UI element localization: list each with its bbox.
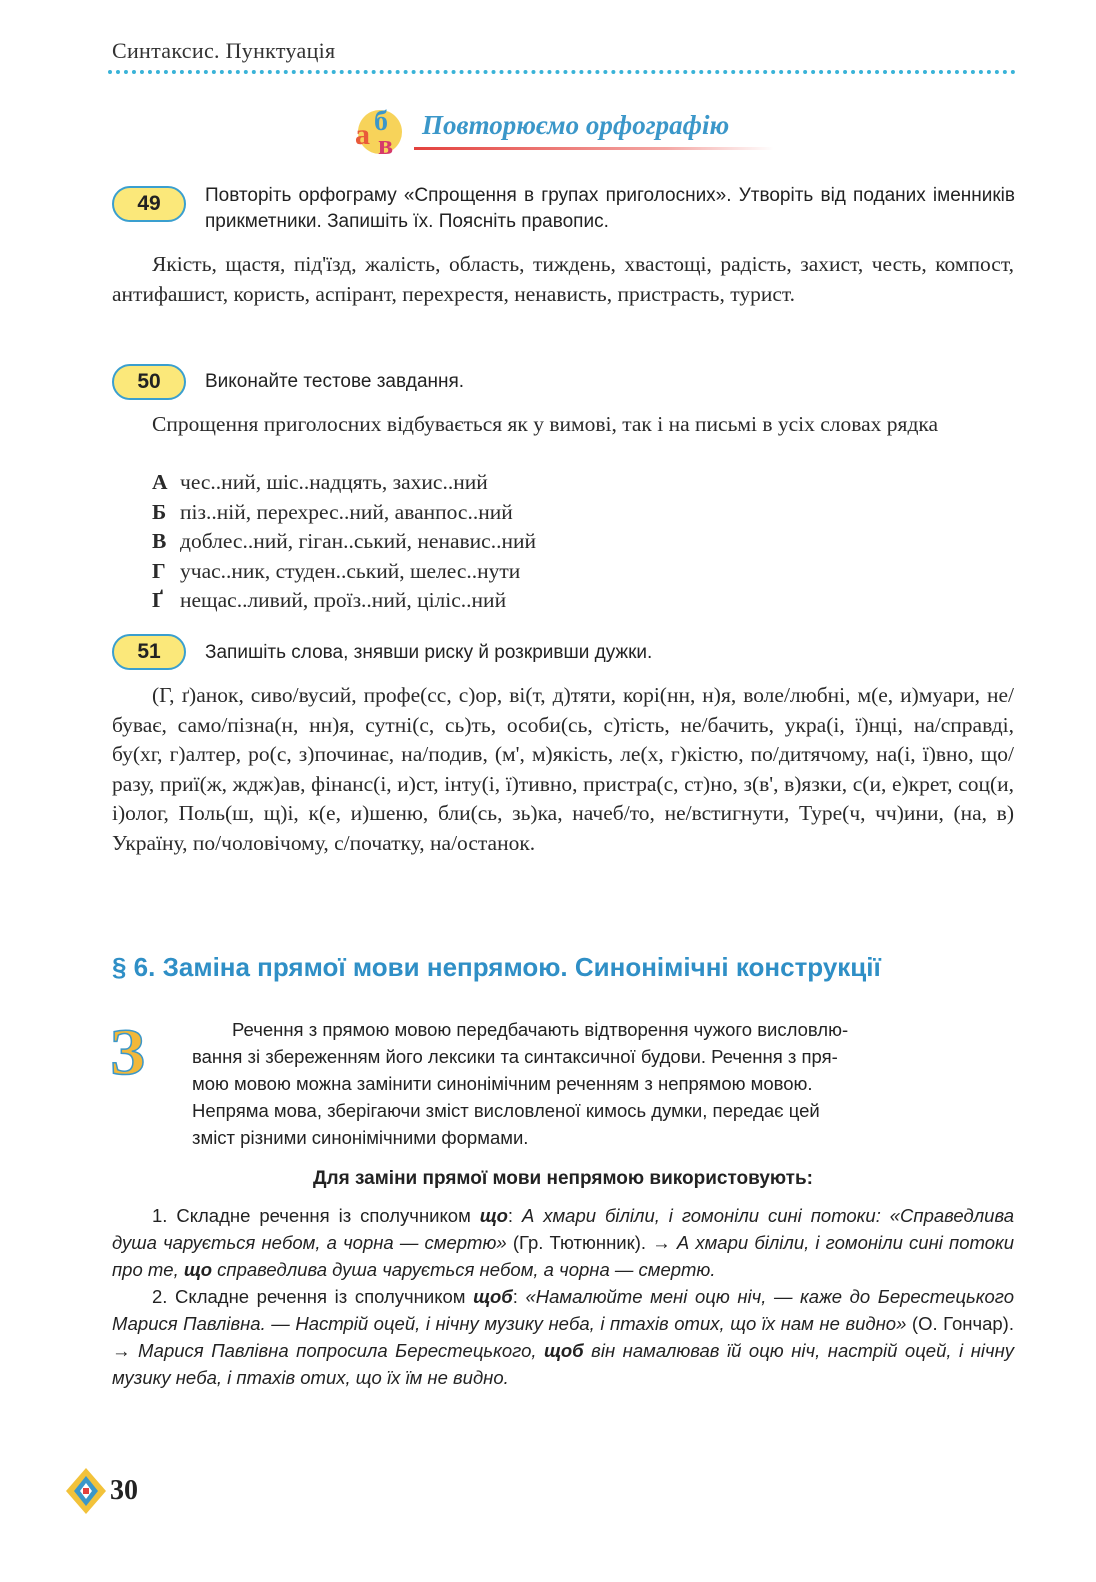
option-text: чес..ний, шіс..надцять, захис..ний <box>180 470 488 494</box>
orthography-banner <box>350 102 780 158</box>
theory-line: Речення з прямою мовою передбачають відтворення чужого висловлю- <box>232 1019 849 1040</box>
folk-ornament-icon <box>64 1466 108 1516</box>
abv-letters-icon <box>350 102 414 158</box>
exercise-51-text: (Г, ґ)анок, сиво/вусий, профе(сс, с)ор, ві(т, д)тяти, корі(нн, н)я, воле/любні, м(е, и)муари, не/буває, само/пізна(н, нн)я, сутні(с, сь)ть, особи(сь, с)тість, не/бачить, укра(і, ї)нці, на/справді, бу(хг, г)алтер, ро(с, з)починає, на/подив, (м', м)якість, ле(х, г)кістю, по/дитячому, на(і, ї)вно, що/разу, приї(ж, ждж)ав, фінанс(і, и)ст, інту(і, ї)тивно, пристра(с, ст)но, з(в', в)язки, с(и, е)крет, соц(и, і)олог, Поль(ш, щ)і, к(е, и)шеню, бли(сь, зь)ка, начеб/то, не/встигнути, Туре(ч, чч)ини, (на, в) Україну, по/чоловічому, с/початку, на/останок. <box>112 683 1014 855</box>
banner-underline <box>414 147 774 150</box>
option-letter: Ґ <box>152 588 164 612</box>
rule-2-colon: : <box>512 1286 526 1307</box>
svg-text:в: в <box>378 130 394 158</box>
exercise-49-text: Якість, щастя, під'їзд, жалість, область, тиждень, хвастощі, радість, захист, честь, компост, антифашист, користь, аспірант, перехрестя, ненависть, пристрасть, турист. <box>112 252 1014 306</box>
option-text: пiз..нiй, перехрес..ний, аванпос..ний <box>180 499 513 524</box>
option-text: доблес..ний, гіган..ський, ненавис..ний <box>180 529 536 553</box>
exercise-badge-51: 51 <box>112 634 186 670</box>
rule-1-source: (Гр. Тютюнник). → <box>506 1232 677 1253</box>
exercise-49-task: Повторіть орфограму «Спрощення в групах приголосних». Утворіть від поданих іменників прикметники. Запишіть їх. Поясніть правопис. <box>205 185 1015 232</box>
rules-subheading: Для заміни прямої мови непрямою використовують: <box>313 1168 813 1189</box>
rule-2-example-a: «Намалюйте мені оцю ніч, — каже до Берестецького Марися Павлівна. — Настрій оцей, і нічну музику неба, і птахів отих, що їх нам не видно» <box>112 1286 1014 1334</box>
letter-z-ornament-icon <box>108 1016 168 1082</box>
theory-text <box>192 1016 1014 1151</box>
rule-2-example-conj: щоб <box>544 1340 584 1361</box>
option-letter: Б <box>152 499 167 524</box>
rule-1-example-a: А хмари біліли, і гомоніли сині потоки: «Справедлива душа чарується небом, а чорна — смертю» <box>112 1205 1014 1253</box>
svg-text:а: а <box>355 118 370 151</box>
rule-2-example-b1: Марися Павлівна попросила Берестецького, <box>138 1340 545 1361</box>
rule-1-example-b2: справедлива душа чарується небом, а чорна — смертю. <box>212 1259 716 1280</box>
rule-1-conj: що <box>479 1205 508 1226</box>
exercise-badge-49: 49 <box>112 186 186 222</box>
option-row <box>152 498 1012 528</box>
rule-2-conj: щоб <box>473 1286 513 1307</box>
option-row <box>152 586 1012 616</box>
option-row <box>152 468 1012 498</box>
rule-1-colon: : <box>507 1205 522 1226</box>
rule-1-lead: 1. Складне речення із сполучником <box>152 1205 480 1226</box>
option-text: учас..ник, студен..ський, шелес..нути <box>180 558 521 583</box>
theory-line: Непряма мова, зберігаючи зміст висловленої кимось думки, передає цей <box>192 1100 820 1121</box>
option-letter: В <box>152 529 167 553</box>
option-letter: А <box>152 470 168 494</box>
svg-text:б: б <box>374 106 388 137</box>
rule-2-lead: 2. Складне речення із сполучником <box>152 1286 474 1307</box>
rule-2 <box>112 1283 1014 1391</box>
theory-line: мою мовою можна замінити синонімічним реченням з непрямою мовою. <box>192 1073 813 1094</box>
option-row <box>152 557 1012 587</box>
rule-1-example-conj: що <box>183 1259 213 1280</box>
header-dotted-rule <box>108 70 1016 74</box>
section-title: § 6. Заміна прямої мови непрямою. Синонімічні конструкції <box>112 952 881 982</box>
theory-line: зміст різними синонімічними формами. <box>192 1127 529 1148</box>
rule-1 <box>112 1202 1014 1283</box>
svg-text:З: З <box>110 1016 145 1082</box>
rule-2-source: (О. Гончар). → <box>112 1313 1014 1361</box>
rules-list <box>112 1202 1014 1391</box>
option-text: нещас..ливий, проїз..ний, цiлiс..ний <box>180 588 507 612</box>
rule-2-example-b2: він намалював їй оцю ніч, настрій оцей, і нічну музику неба, і птахів отих, що їх їм не видно. <box>112 1340 1014 1388</box>
theory-line: вання зі збереженням його лексики та синтаксичної будови. Речення з пря- <box>192 1046 838 1067</box>
exercise-51-task: Запишіть слова, знявши риску й розкривши дужки. <box>205 642 653 663</box>
exercise-50-question: Спрощення приголосних відбувається як у вимові, так і на письмі в усіх словах рядка <box>152 412 939 436</box>
running-head: Синтаксис. Пунктуація <box>112 38 336 63</box>
rule-1-example-b1: А хмари біліли, і гомоніли сині потоки про те, <box>112 1232 1015 1280</box>
exercise-50-task: Виконайте тестове завдання. <box>205 371 465 392</box>
option-row <box>152 527 1012 557</box>
page-number: 30 <box>110 1475 138 1506</box>
option-letter: Г <box>152 558 166 583</box>
exercise-50-options <box>152 468 1012 616</box>
banner-title: Повторюємо орфографію <box>422 110 730 140</box>
exercise-badge-50: 50 <box>112 364 186 400</box>
